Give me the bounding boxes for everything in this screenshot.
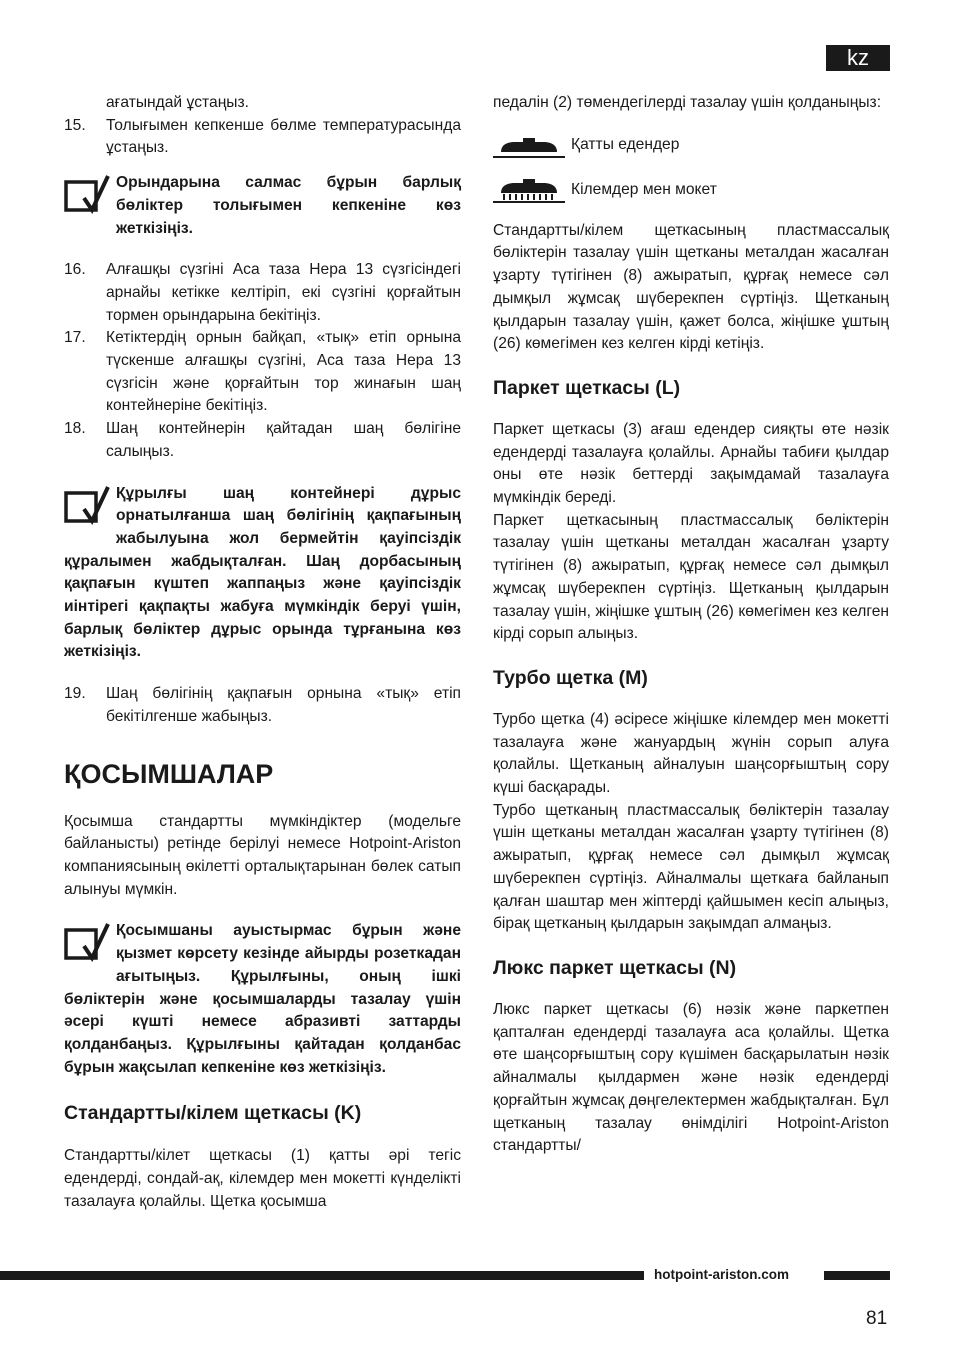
floor-option-hard — [493, 129, 889, 161]
brush-pedal-up-icon — [493, 130, 565, 160]
list-item — [64, 327, 461, 418]
floor-option-carpet — [493, 174, 889, 206]
paragraph: педалін (2) төмендегілерді тазалау үшін қолданыңыз: — [493, 94, 882, 111]
footer-bar — [824, 1271, 890, 1280]
warning-note — [64, 172, 461, 240]
section-intro: Қосымша стандартты мүмкіндіктер (модельге байланысты) ретінде берілуі немесе Hotpoint-Ariston компаниясының өкілетті орталықтарынан бөлек сатып алынуы мүмкін. — [64, 812, 461, 898]
warning-note — [64, 920, 461, 1079]
list-number: 18. — [64, 420, 86, 438]
brush-pedal-down-icon — [493, 175, 565, 205]
list-number: 15. — [64, 116, 86, 134]
paragraph: Стандартты/кілет щеткасы (1) қатты әрі тегіс едендерді, сондай-ақ, кілемдер мен мокетті күнделікті тазалауға қолайлы. Щетка қосымша — [64, 1147, 461, 1210]
subsection-title: Стандартты/кілем щеткасы (K) — [64, 1102, 362, 1125]
note-text: Құрылғы шаң контейнері дұрыс орнатылғанша шаң бөлігінің қақпағының жабылуына жол бермейтін қауіпсіздік құралымен жабдықталған. Шаң дорбасының қақпағын күштеп жаппаңыз және қауіпсіздік иінтірегі қақпақты жабуға мүмкіндік беруі үшін, барлық бөліктер дұрыс орында тұрғанына көз жеткізіңіз. — [64, 484, 461, 661]
left-column — [64, 92, 461, 1213]
floor-label: Қатты едендер — [571, 135, 680, 153]
list-text: Шаң бөлігінің қақпағын орнына «тық» етіп бекітілгенше жабыңыз. — [106, 685, 461, 725]
language-badge: kz — [826, 45, 890, 71]
paragraph: Стандартты/кілем щеткасының пластмассалық бөліктерін тазалау үшін щетканы металдан жасалған ұзарту түтігінен (8) ажыратып, құрғақ немесе сәл дымқыл жұмсақ шүберекпен сүртіңіз. Щетканың қылдарын тазалау үшін, қажет болса, жіңішке ұштың (26) көмегімен кез келген кірді кетіңіз. — [493, 221, 889, 353]
list-item — [64, 115, 461, 160]
paragraph: Люкс паркет щеткасы (6) нәзік және паркетпен қапталған едендерді тазалауға аса қолайлы. Щетка өте шаңсорғыштың сору күшімен басқарылатын нәзік айналмалы қылдармен және нәзік едендерді қорғайтын жұмсақ дөңгелектермен жабдықталған. Бұл щетканың тазалау өнімділігі Hotpoint-Ariston стандартты/ — [493, 1000, 889, 1155]
warning-note — [64, 483, 461, 665]
paragraph: Турбо щетка (4) әсіресе жіңішке кілемдер мен мокетті тазалауға және жануардың жүнін сорып алуға қолайлы. Щетканың айналуын шаңсорғыштың сору күші басқарады. — [493, 710, 889, 797]
subsection-title: Турбо щетка (M) — [493, 666, 648, 689]
right-column — [493, 92, 889, 1158]
list-number: 19. — [64, 685, 86, 703]
list-text: Кетіктердің орнын байқап, «тық» етіп орнына түскенше алғашқы сүзгіні, Аса таза Hepa 13 сүзгісін және қорғайтын тор жинағын шаң контейнеріне бекітіңіз. — [106, 329, 461, 415]
footer-bar — [0, 1271, 644, 1280]
subsection-title: Паркет щеткасы (L) — [493, 376, 681, 399]
subsection-title: Люкс паркет щеткасы (N) — [493, 956, 737, 979]
list-number: 16. — [64, 261, 86, 279]
paragraph: Паркет щеткасының пластмассалық бөліктерін тазалау үшін щетканы металдан жасалған ұзарту түтігінен (8) ажыратып, құрғақ немесе сәл дымқыл жұмсақ шүберекпен сүртіңіз. Щетканың қылдарын тазалау үшін, жіңішке ұштың (26) көмегімен кез келген кірді сорып алыңыз. — [493, 511, 889, 643]
check-note-icon — [64, 485, 112, 529]
footer-url: hotpoint-ariston.com — [654, 1267, 789, 1282]
note-text: Қосымшаны ауыстырмас бұрын және қызмет көрсету кезінде айырды розеткадан ағытыңыз. Құрылғыны, оның ішкі бөліктерін және қосымшаларды тазалау үшін әсері күшті немесе абразивті заттарды қолданбаңыз. Құрылғыны қайтадан қолданбас бұрын жақсылап кепкеніне көз жеткізіңіз. — [64, 922, 461, 1076]
list-item — [64, 683, 461, 728]
floor-label: Кілемдер мен мокет — [571, 180, 717, 198]
intro-line: ағатындай ұстаңыз. — [106, 94, 250, 111]
list-item — [64, 418, 461, 463]
check-note-icon — [64, 922, 112, 966]
note-text: Орындарына салмас бұрын барлық бөліктер толығымен кепкеніне көз жеткізіңіз. — [116, 174, 461, 237]
list-number: 17. — [64, 329, 86, 347]
list-text: Алғашқы сүзгіні Аса таза Hepa 13 сүзгісіндегі арнайы кетікке келтіріп, екі сүзгіні қорғайтын тормен орындарына бекітіңіз. — [106, 261, 461, 324]
paragraph: Паркет щеткасы (3) ағаш едендер сияқты өте нәзік едендерді тазалауға қолайлы. Арнайы табиғи қылдар оны өте нәзік беттерді зақымдамай тазалауға мүмкіндік береді. — [493, 420, 889, 507]
list-item — [64, 259, 461, 327]
page-number: 81 — [866, 1308, 888, 1329]
list-text: Шаң контейнерін қайтадан шаң бөлігіне салыңыз. — [106, 420, 461, 460]
paragraph: Турбо щетканың пластмассалық бөліктерін тазалау үшін щетканы металдан жасалған ұзарту түтігінен (8) ажыратып, құрғақ немесе сәл дымқыл жұмсақ шүберекпен сүртіңіз. Айналмалы щеткаға байланып қалған шаштар мен жіптерді қайшымен кесіп алыңыз, бірақ щетканың қылдарын зақымдап алмаңыз. — [493, 801, 889, 933]
list-text: Толығымен кепкенше бөлме температурасында ұстаңыз. — [106, 116, 461, 157]
check-note-icon — [64, 174, 112, 218]
section-title: ҚОСЫМШАЛАР — [64, 758, 274, 789]
